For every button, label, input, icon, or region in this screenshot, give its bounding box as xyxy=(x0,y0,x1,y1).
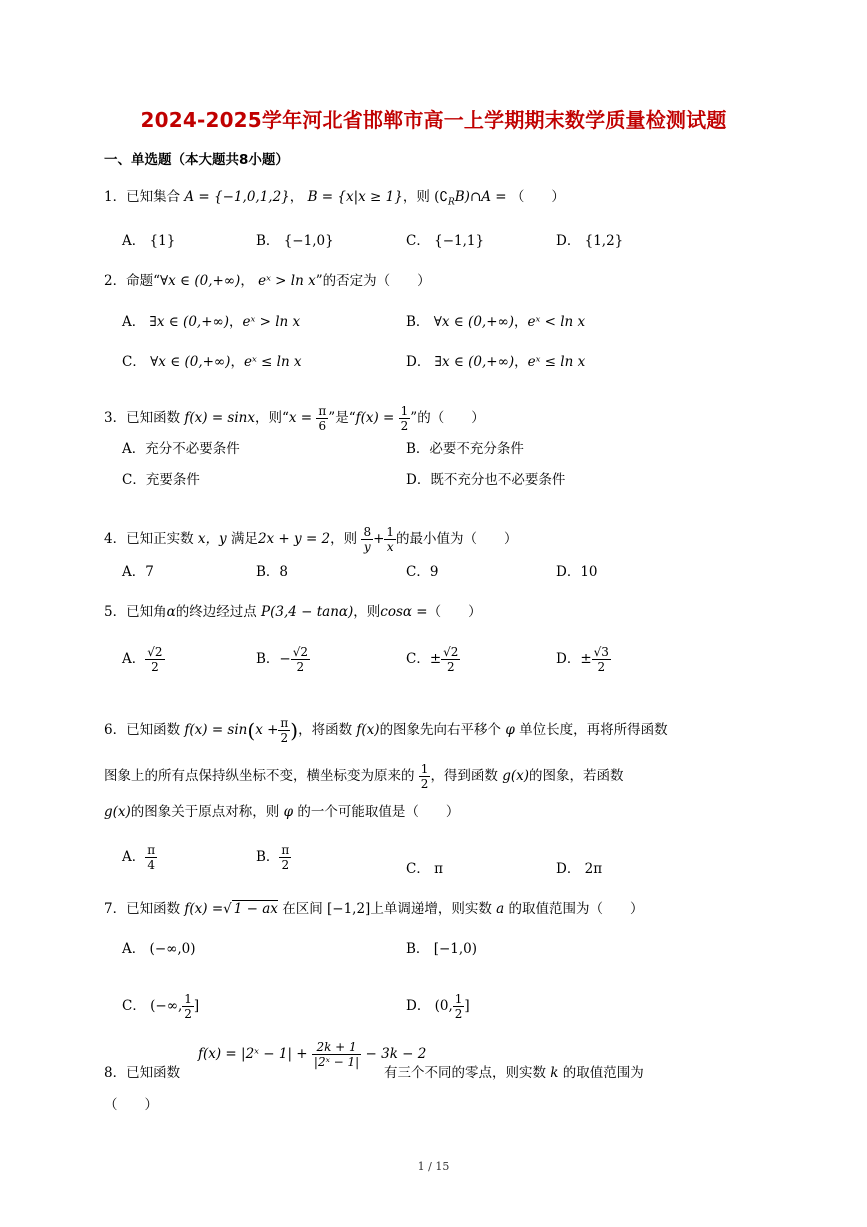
option-b: B． ∀x ∈ (0,+∞)，eˣ < ln x xyxy=(406,314,586,330)
option-a: A． (−∞,0) xyxy=(122,941,196,957)
fraction: $\frac{1}{x}$ xyxy=(386,525,395,554)
fraction: $\frac{\pi}{6}$ xyxy=(318,404,327,433)
option-a: A． $\frac{√2}{2}$ xyxy=(122,645,163,674)
option-a: A． {1} xyxy=(122,233,176,249)
document-title: 2024-2025学年河北省邯郸市高一上学期期末数学质量检测试题 xyxy=(140,108,727,132)
option-c: C． {−1,1} xyxy=(406,233,485,249)
question-8-stem-tail: 有三个不同的零点，则实数 k 的取值范围为 xyxy=(384,1065,644,1081)
question-2-stem: 2．命题“∀x ∈ (0,+∞)， eˣ > ln x”的否定为（ ） xyxy=(104,273,431,289)
option-b: B．8 xyxy=(256,564,289,580)
option-d: D．10 xyxy=(556,564,598,580)
fraction: $\frac{8}{y}$ xyxy=(363,525,372,554)
question-8-stem: 8．已知函数 xyxy=(104,1065,181,1081)
option-a: A． $\frac{\pi}{4}$ xyxy=(122,843,156,872)
question-4-stem: 4．已知正实数 x，y 满足2x + y = 2，则 $\frac{8}{y}$ + $\frac{1}{x}$ 的最小值为（ ） xyxy=(104,525,518,554)
question-6-line-3: g(x)的图象关于原点对称，则 φ 的一个可能取值是（ ） xyxy=(104,804,460,820)
fraction: $\frac{1}{2}$ xyxy=(400,404,409,433)
option-d: D． ∃x ∈ (0,+∞)，eˣ ≤ ln x xyxy=(406,354,586,370)
option-b: B．必要不充分条件 xyxy=(406,441,524,457)
option-a: A．充分不必要条件 xyxy=(122,441,240,457)
option-d: D． 2π xyxy=(556,861,603,877)
question-8-blank: （ ） xyxy=(104,1097,158,1113)
option-c: C．充要条件 xyxy=(122,472,200,488)
option-a: A． ∃x ∈ (0,+∞)，eˣ > ln x xyxy=(122,314,301,330)
option-d: D．既不充分也不必要条件 xyxy=(406,472,566,488)
option-c: C． (−∞, $\frac{1}{2}$ ] xyxy=(122,992,200,1021)
math-expr: A = {−1,0,1,2} xyxy=(184,189,290,205)
page-number: 1 / 15 xyxy=(417,1160,450,1173)
option-b: B．− $\frac{√2}{2}$ xyxy=(256,645,309,674)
option-b: B． $\frac{\pi}{2}$ xyxy=(256,843,290,872)
option-a: A．7 xyxy=(122,564,154,580)
question-number: 1． xyxy=(104,189,127,205)
option-c: C．± $\frac{√2}{2}$ xyxy=(406,645,459,674)
option-c: C． π xyxy=(406,861,444,877)
question-6-stem: 6．已知函数 f(x) = sin(x + $\frac{\pi}{2}$ )，将函数 f(x)的图象先向右平移个 φ 单位长度，再将所得函数 xyxy=(104,716,668,745)
question-8-formula: f(x) = |2ˣ − 1| + $\frac{2k + 1}{\text{|2ˣ − 1|}}$ − 3k − 2 xyxy=(198,1040,427,1069)
option-d: D． (0, $\frac{1}{2}$ ] xyxy=(406,992,470,1021)
question-7-stem: 7．已知函数 f(x) =√ 1 − ax 在区间 [−1,2]上单调递增，则实数 a 的取值范围为（ ） xyxy=(104,901,644,917)
section-heading: 一、单选题（本大题共8小题） xyxy=(104,152,289,168)
question-3-stem: 3．已知函数 f(x) = sinx，则“x = $\frac{\pi}{6}$ ”是“f(x) = $\frac{1}{2}$ ”的（ ） xyxy=(104,404,485,433)
question-6-line-2: 图象上的所有点保持纵坐标不变，横坐标变为原来的 $\frac{1}{2}$ ，得到函数 g(x)的图象，若函数 xyxy=(104,762,624,791)
option-b: B． {−1,0} xyxy=(256,233,334,249)
question-1-stem: 1．已知集合 A = {−1,0,1,2}， B = {x|x ≥ 1}，则 $(∁_RB)\cap A$ = （ ） xyxy=(104,189,565,208)
option-c: C．9 xyxy=(406,564,439,580)
option-d: D． {1,2} xyxy=(556,233,624,249)
question-5-stem: 5．已知角α的终边经过点 P(3,4 − tanα)，则cosα =（ ） xyxy=(104,604,482,620)
option-b: B． [−1,0) xyxy=(406,941,478,957)
option-d: D．± $\frac{√3}{2}$ xyxy=(556,645,609,674)
math-expr: B = {x|x ≥ 1} xyxy=(307,189,403,205)
option-c: C． ∀x ∈ (0,+∞)，eˣ ≤ ln x xyxy=(122,354,302,370)
